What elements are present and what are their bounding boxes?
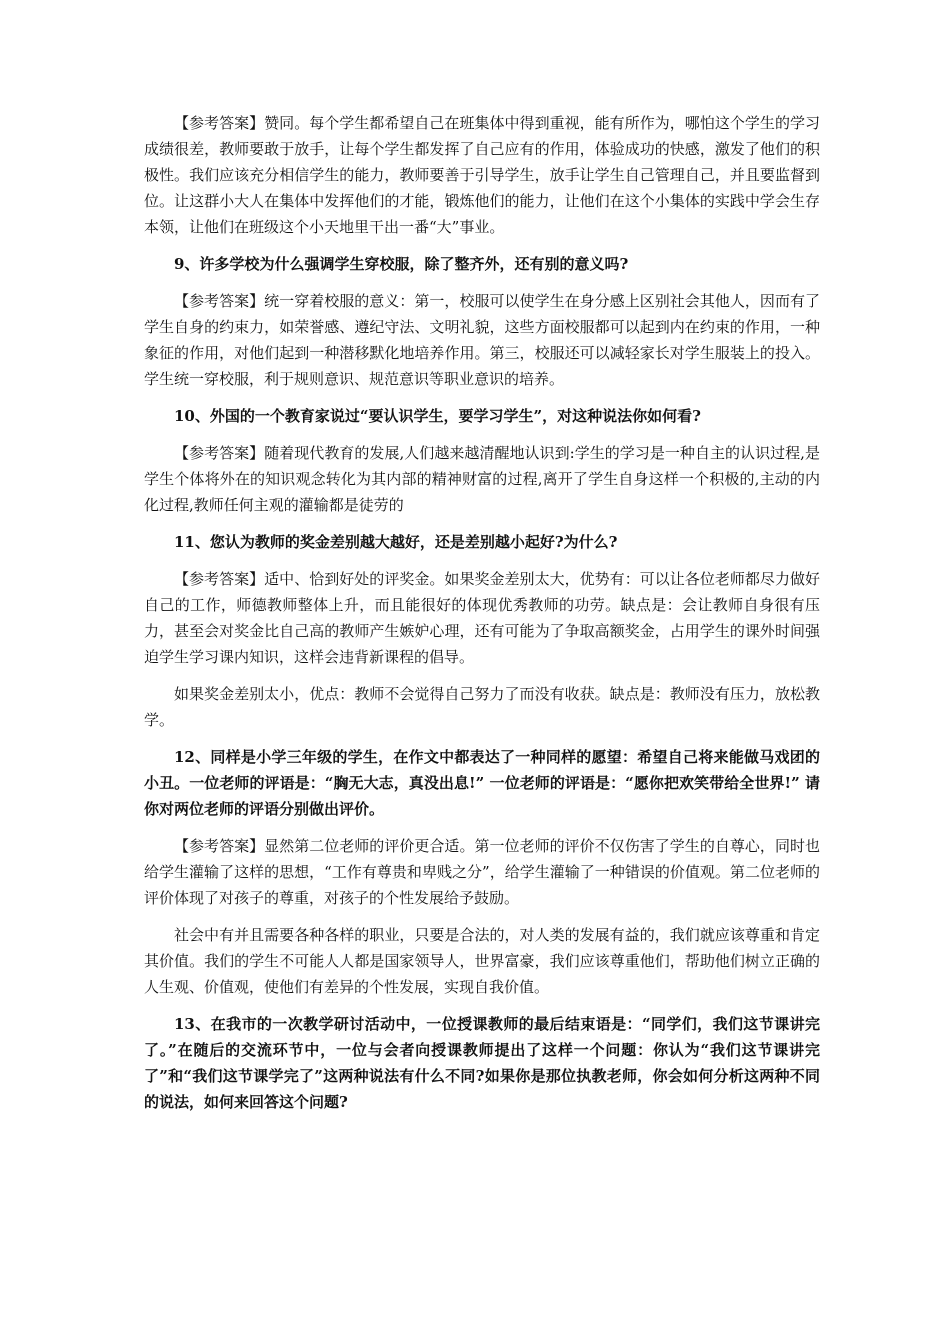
answer-paragraph-11b: 如果奖金差别太小，优点：教师不会觉得自己努力了而没有收获。缺点是：教师没有压力，放松教学。 <box>144 685 820 729</box>
question-10: 10、外国的一个教育家说过“要认识学生，要学习学生”，对这种说法你如何看? <box>174 407 701 425</box>
question-12: 12、同样是小学三年级的学生，在作文中都表达了一种同样的愿望：希望自己将来能做马戏团的小丑。一位老师的评语是：“胸无大志，真没出息!” 一位老师的评语是：“愿你把欢笑带给全世界!” 请你对两位老师的评语分别做出评价。 <box>144 748 820 818</box>
question-13: 13、在我市的一次教学研讨活动中，一位授课教师的最后结束语是：“同学们，我们这节课讲完了。”在随后的交流环节中，一位与会者向授课教师提出了这样一个问题：你认为“我们这节课讲完了”和“我们这节课学完了”这两种说法有什么不同?如果你是那位执教老师，你会如何分析这两种不同的说法，如何来回答这个问题? <box>144 1015 820 1111</box>
answer-paragraph-8: 【参考答案】赞同。每个学生都希望自己在班集体中得到重视，能有所作为，哪怕这个学生的学习成绩很差，教师要敢于放手，让每个学生都发挥了自己应有的作用，体验成功的快感，激发了他们的积极性。我们应该充分相信学生的能力，教师要善于引导学生，放手让学生自己管理自己，并且要监督到位。让这群小大人在集体中发挥他们的才能，锻炼他们的能力，让他们在这个小集体的实践中学会生存本领，让他们在班级这个小天地里干出一番“大”事业。 <box>144 114 820 236</box>
answer-paragraph-10: 【参考答案】随着现代教育的发展,人们越来越清醒地认识到:学生的学习是一种自主的认识过程,是学生个体将外在的知识观念转化为其内部的精神财富的过程,离开了学生自身这样一个积极的,主动的内化过程,教师任何主观的灌输都是徒劳的 <box>144 444 820 514</box>
question-11: 11、您认为教师的奖金差别越大越好，还是差别越小起好?为什么? <box>174 533 618 551</box>
answer-paragraph-12a: 【参考答案】显然第二位老师的评价更合适。第一位老师的评价不仅伤害了学生的自尊心，同时也给学生灌输了这样的思想，“工作有尊贵和卑贱之分”，给学生灌输了一种错误的价值观。第二位老师的评价体现了对孩子的尊重，对孩子的个性发展给予鼓励。 <box>144 837 820 907</box>
answer-paragraph-12b: 社会中有并且需要各种各样的职业，只要是合法的，对人类的发展有益的，我们就应该尊重和肯定其价值。我们的学生不可能人人都是国家领导人，世界富豪，我们应该尊重他们，帮助他们树立正确的人生观、价值观，使他们有差异的个性发展，实现自我价值。 <box>144 926 820 996</box>
answer-paragraph-9: 【参考答案】统一穿着校服的意义：第一，校服可以使学生在身分感上区别社会其他人，因而有了学生自身的约束力，如荣誉感、遵纪守法、文明礼貌，这些方面校服都可以起到内在约束的作用，一种象征的作用，对他们起到一种潜移默化地培养作用。第三，校服还可以减轻家长对学生服装上的投入。学生统一穿校服，利于规则意识、规范意识等职业意识的培养。 <box>144 292 820 388</box>
question-9: 9、许多学校为什么强调学生穿校服，除了整齐外，还有别的意义吗? <box>174 255 629 273</box>
answer-paragraph-11a: 【参考答案】适中、恰到好处的评奖金。如果奖金差别太大，优势有：可以让各位老师都尽力做好自己的工作，师德教师整体上升，而且能很好的体现优秀教师的功劳。缺点是：会让教师自身很有压力，甚至会对奖金比自己高的教师产生嫉妒心理，还有可能为了争取高额奖金，占用学生的课外时间强迫学生学习课内知识，这样会违背新课程的倡导。 <box>144 570 820 666</box>
